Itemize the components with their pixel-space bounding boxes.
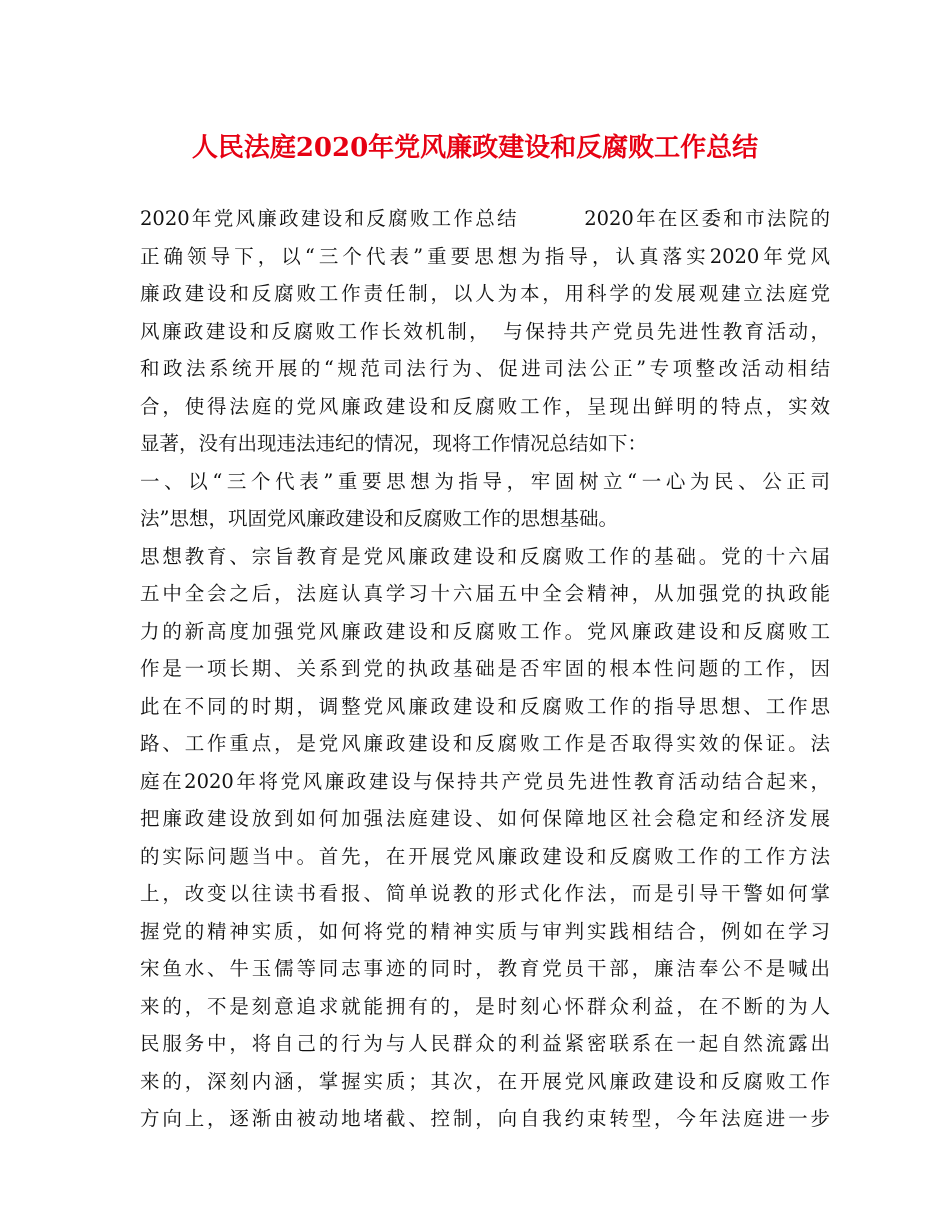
body-line: 法”思想，巩固党风廉政建设和反腐败工作的思想基础。 [140, 507, 618, 530]
body-line: 上，改变以往读书看报、简单说教的形式化作法，而是引导干警如何掌 [140, 882, 830, 905]
body-line: 廉政建设和反腐败工作责任制，以人为本，用科学的发展观建立法庭党 [140, 282, 830, 305]
body-line: 合，使得法庭的党风廉政建设和反腐败工作，呈现出鲜明的特点，实效 [140, 394, 830, 418]
body-line: 民服务中，将自己的行为与人民群众的利益紧密联系在一起自然流露出 [140, 1032, 830, 1055]
body-line: 2020年党风廉政建设和反腐败工作总结 2020年在区委和市法院的 [140, 207, 830, 230]
body-line: 方向上，逐渐由被动地堵截、控制，向自我约束转型，今年法庭进一步 [140, 1107, 830, 1130]
body-line: 力的新高度加强党风廉政建设和反腐败工作。党风廉政建设和反腐败工 [140, 619, 830, 643]
body-line: 和政法系统开展的“规范司法行为、促进司法公正”专项整改活动相结 [140, 357, 830, 380]
body-line: 一、以“三个代表”重要思想为指导，牢固树立“一心为民、公正司 [140, 469, 830, 493]
body-line: 正确领导下，以“三个代表”重要思想为指导，认真落实2020年党风 [140, 244, 830, 268]
body-line: 风廉政建设和反腐败工作长效机制， 与保持共产党员先进性教育活动， [140, 319, 830, 343]
body-line: 显著，没有出现违法违纪的情况，现将工作情况总结如下： [140, 432, 648, 455]
document-title: 人民法庭2020年党风廉政建设和反腐败工作总结 [191, 133, 759, 163]
body-line: 庭在2020年将党风廉政建设与保持共产党员先进性教育活动结合起来， [140, 769, 830, 793]
body-line: 来的，深刻内涵，掌握实质；其次，在开展党风廉政建设和反腐败工作 [140, 1069, 830, 1093]
body-line: 来的，不是刻意追求就能拥有的，是时刻心怀群众利益，在不断的为人 [140, 994, 830, 1018]
body-line: 路、工作重点，是党风廉政建设和反腐败工作是否取得实效的保证。法 [140, 732, 830, 755]
body-line: 五中全会之后，法庭认真学习十六届五中全会精神，从加强党的执政能 [140, 582, 830, 605]
body-line: 宋鱼水、牛玉儒等同志事迹的同时，教育党员干部，廉洁奉公不是喊出 [140, 957, 830, 980]
body-line: 此在不同的时期，调整党风廉政建设和反腐败工作的指导思想、工作思 [140, 694, 830, 718]
body-line: 握党的精神实质，如何将党的精神实质与审判实践相结合，例如在学习 [140, 919, 830, 943]
body-line: 把廉政建设放到如何加强法庭建设、如何保障地区社会稳定和经济发展 [140, 807, 830, 830]
body-line: 作是一项长期、关系到党的执政基础是否牢固的根本性问题的工作，因 [140, 657, 830, 680]
document-body [140, 200, 830, 1138]
body-line: 思想教育、宗旨教育是党风廉政建设和反腐败工作的基础。党的十六届 [140, 544, 830, 568]
body-line: 的实际问题当中。首先，在开展党风廉政建设和反腐败工作的工作方法 [140, 844, 830, 868]
